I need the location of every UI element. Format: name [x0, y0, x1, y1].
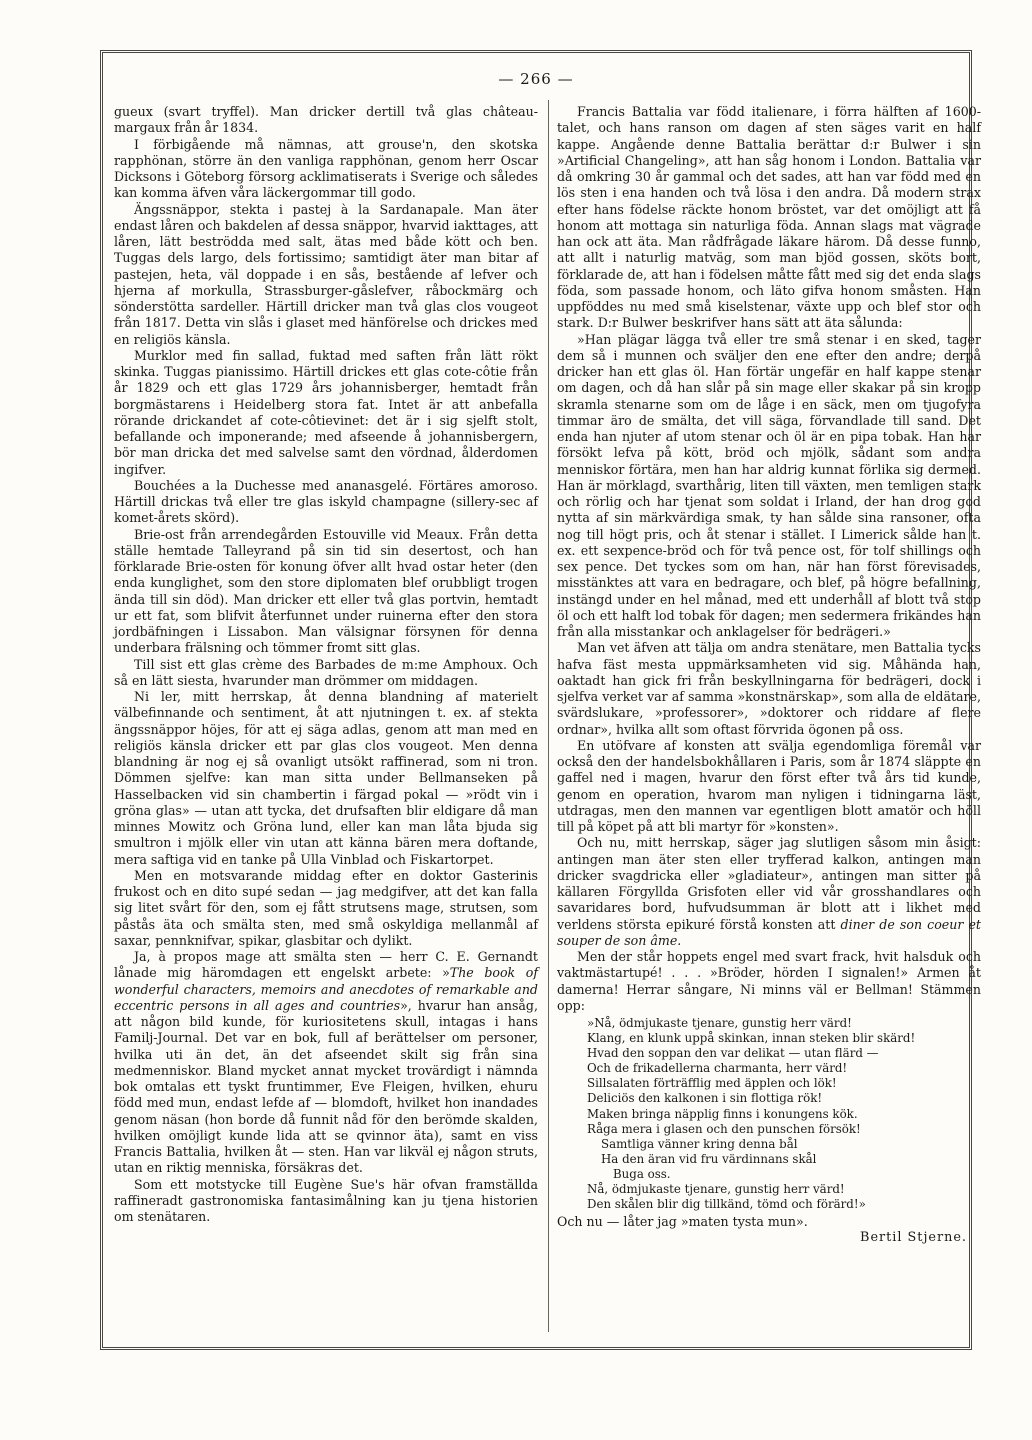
- poem-line: Råga mera i glasen och den punschen försök!: [587, 1121, 861, 1136]
- paragraph: Ni ler, mitt herrskap, åt denna blandning af materielt välbefinnande och sentiment, åt att njutningen t. ex. af stekta ängssnäppor höjes, för att ej säga adlas, genom att man med en religiös känsla dricker ett par glas clos vougeot. Men denna blandning är nog ej så ovanligt utsökt raffinerad, som ni tron. Dömmen sjelfve: kan man sitta under Bellmanseken på Hasselbacken vid sin chambertin i färgad pokal — »rödt vin i gröna glas» — utan att tycka, det drufsaften blir eldigare då man minnes Mowitz och Gröna lund, eller kan man låta bjuda sig smultron i mjölk eller vin utan att känna bären mera doftande, mera saftiga vid en tanke på Ulla Vinblad och Fiskartorpet.: [114, 689, 538, 867]
- poem-line: Maken bringa näpplig finns i konungens kök.: [587, 1106, 858, 1121]
- page-number: — 266 —: [498, 70, 574, 88]
- paragraph: Till sist ett glas crème des Barbades de m:me Amphoux. Och så en lätt siesta, hvarunder man drömmer om middagen.: [114, 656, 538, 688]
- poem-line: Buga oss.: [613, 1166, 671, 1181]
- paragraph: Brie-ost från arrendegården Estouville vid Meaux. Från detta ställe hemtade Talleyrand på sin tid sin desertost, och han förklarade Brie-osten för konung öfver allt hvad ostar heter (den enda kunglighet, som den store diplomaten blef orubbligt trogen ända till sin död). Man dricker ett eller två glas portvin, hemtadt ur ett fat, som blifvit återfunnet under ruinerna efter den stora jordbäfningen i Lissabon. Man välsignar försynen för denna underbara frälsning och tömmer fromt sitt glas.: [114, 526, 538, 656]
- paragraph: Murklor med fin sallad, fuktad med saften från lätt rökt skinka. Tuggas pianissimo. Härtill drickes ett glas cote-côtie från år 1829 och ett glas 1729 års johannisberger, hemtadt från borgmästarens i Heidelberg stora fat. Intet är att anbefalla rörande drickandet af cote-côtievinet: det är i sig sjelft stolt, befallande och imponerande; med afseende å johannisbergern, bör man dricka det med salvelse samt den vördnad, ålderdomen ingifver.: [114, 347, 538, 477]
- poem-line: Sillsalaten förträfflig med äpplen och lök!: [587, 1076, 837, 1091]
- paragraph: I förbigående må nämnas, att grouse'n, den skotska rapphönan, större än den vanliga rapphönan, genom herr Oscar Dicksons i Göteborg försorg acklimatiserats i Sverige och således kan komma äfven våra läckergommar till godo.: [114, 136, 538, 201]
- paragraph: Man vet äfven att tälja om andra stenätare, men Battalia tycks hafva fäst mesta uppmärksamheten vid sig. Måhända han, oaktadt han gick fri från beskyllningarna för bedrägeri, dock i sjelfva verket var af samma »konstnärskap», som alla de eldätare, svärdslukare, »professorer», »doktorer och riddare af flere ordnar», hvilka allt som oftast förvrida ögonen på oss.: [557, 640, 981, 737]
- closing-line: Och nu — låter jag »maten tysta mun».: [557, 1214, 808, 1230]
- left-column: [114, 104, 538, 1225]
- book-title: The book of wonderful characters, memoirs and anecdotes of remarkable and eccentric persons in all ages and countries: [114, 965, 538, 1013]
- paragraph: Som ett motstycke till Eugène Sue's här ofvan framställda raffineradt gastronomiska fantasimålning kan ju tjena historien om stenätaren.: [114, 1176, 538, 1224]
- poem-line: Hvad den soppan den var delikat — utan flärd —: [587, 1046, 879, 1061]
- poem-line: »Nå, ödmjukaste tjenare, gunstig herr värd!: [587, 1016, 852, 1030]
- paragraph: Ängssnäppor, stekta i pastej à la Sardanapale. Man äter endast låren och bakdelen af dessa snäppor, hvarvid iakttages, att låren, lätt beströdda med salt, ätas med både kött och ben. Tuggas dels largo, dels fortissimo; samtidigt äter man bitar af pastejen, heta, väl doppade i en sås, bestående af lefver och hjerna af morkulla, Strassburger-gåslefver, råbockmärg och sönderstötta sardeller. Härtill dricker man två glas clos vougeot från 1817. Detta vin slås i glaset med hänförelse och drickes med en religiös känsla.: [114, 201, 538, 347]
- column-divider: [548, 100, 549, 1332]
- paragraph: Men der står hoppets engel med svart frack, hvit halsduk och vaktmästartupé! . . . »Bröder, hörden I signalen!» Armen åt damerna! Herrar sångare, Ni minns väl er Bellman! Stämmen opp:: [557, 949, 981, 1013]
- paragraph-gernandt: Ja, à propos mage att smälta sten — herr C. E. Gernandt lånade mig häromdagen ett engelskt arbete: »The book of wonderful characters, memoirs and anecdotes of remarkable and eccentric persons in all ages and countries», hvarur han ansåg, att någon bild kunde, för kuriositetens skull, intagas i hans Familj-Journal. Det var en bok, full af berättelser om personer, hvilka uti än det, än det afseendet skilt sig från sina medmenniskor. Bland mycket annat mycket trovärdigt i nämnda bok omtalas ett tyskt fruntimmer, Eve Fleigen, hvilken, ehuru född med mun, endast lefde af — blomdoft, hvilket hon inandades genom näsan (hon borde då funnit nåd för den berömde skalden, hvilken omöjligt kunde lida att se qvinnor äta), samt en viss Francis Battalia, hvilken åt — sten. Han var likväl ej någon struts, utan en riktig menniska, försäkras det.: [114, 949, 538, 1176]
- paragraph: En utöfvare af konsten att svälja egendomliga föremål var också den der handelsbokhållaren i Paris, som år 1874 släppte en gaffel ned i magen, hvarur den först efter två års tid kunde, genom en operation, hvarom man nyligen i tidningarna läst, utdragas, men den mannen var egentligen blott amatör och höll till på köpet på att bli martyr för »konsten».: [557, 737, 981, 834]
- paragraph: Bouchées a la Duchesse med ananasgelé. Förtäres amoroso. Härtill drickas två eller tre glas iskyld champagne (sillery-sec af komet-årets skörd).: [114, 477, 538, 526]
- paragraph: Men en motsvarande middag efter en doktor Gasterinis frukost och en dito supé sedan — jag medgifver, att det kan falla sig litet svårt för den, som ej fått strutsens mage, strutsen, som påstås äta och smälta sten, med små oskyldiga mellanmål af saxar, pennknifvar, spikar, glasbitar och dylikt.: [114, 867, 538, 948]
- paragraph-diner: Och nu, mitt herrskap, säger jag slutligen såsom min åsigt: antingen man äter sten eller tryfferad kalkon, antingen man dricker svagdricka eller »gladiateur», antingen man sitter på källaren Förgyllda Grisfoten eller vid vår grosshandlares och savaridares bord, hufvudsumman är blott att i likhet med verldens största epikuré förstå konsten att diner de son coeur et souper de son âme.: [557, 835, 981, 948]
- poem-line: Deliciös den kalkonen i sin flottiga rök!: [587, 1091, 823, 1106]
- signature: Bertil Stjerne.: [860, 1230, 967, 1246]
- bellman-poem: [587, 1016, 981, 1212]
- poem-line: Och de frikadellerna charmanta, herr värd!: [587, 1061, 848, 1076]
- paragraph: Francis Battalia var född italienare, i förra hälften af 1600-talet, och hans ranson om dagen af sten säges varit en half kappe. Angående denne Battalia berättar d:r Bulwer i sin »Artificial Changeling», att han såg honom i London. Battalia var då omkring 30 år gammal och det sades, att han var född med en lös sten i ena handen och två lösa i den andra. Då modern strax efter hans födelse räckte honom bröstet, var det omöjligt att få honom att mottaga sin naturliga föda. Annan slags mat vägrade han ock att äta. Man rådfrågade läkare härom. Då desse funno, att allt i naturlig matväg, som man bjöd gossen, sköts bort, förklarade de, att han i födelsen måtte fått med sig det enda slags föda, som passade honom, och läto gifva honom småsten. Han uppföddes nu med små kiselstenar, växte upp och blef stor och stark. D:r Bulwer beskrifver hans sätt att äta sålunda:: [557, 104, 981, 331]
- french-phrase: diner de son coeur et souper de son âme.: [557, 916, 981, 948]
- poem-line: Den skålen blir dig tillkänd, tömd och förärd!»: [587, 1197, 866, 1212]
- quotation: »Han plägar lägga två eller tre små stenar i en sked, tager dem så i munnen och sväljer den ene efter den andre; derpå dricker han ett glas öl. Han förtär ungefär en half kappe stenar om dagen, och då han slår på sin mage eller skakar på sin kropp skramla stenarne som om de låge i en säck, men om tjugofyra timmar äro de smälta, det vill säga, förvandlade till sand. Det enda han njuter af utom stenar och öl är en pipa tobak. Han har försökt lefva på kött, bröd och mjölk, sådant som andra menniskor förtära, men han har aldrig kunnat förlika sig dermed. Han är mörklagd, svarthårig, liten till växten, men temligen stark och rörlig och har tjenat som soldat i Irland, der han drog god nytta af sin märkvärdiga smak, ty han sålde sina ransoner, ofta nog till högt pris, och åt stenar i stället. I Limerick sålde han t. ex. ett sexpence-bröd och för två pence ost, för tolf shillings och sex pence. Det tyckes som om han, när han först förevisades, misstänktes att vara en bedragare, och blef, på högre befallning, instängd under en hel månad, med ett underhåll af blott två stop öl och ett halft lod tobak för dagen; men sedermera frikändes han från alla misstankar och anklagelser för bedrägeri.»: [557, 331, 981, 639]
- poem-line: Samtliga vänner kring denna bål: [601, 1136, 798, 1151]
- poem-line: Klang, en klunk uppå skinkan, innan steken blir skärd!: [587, 1031, 916, 1046]
- poem-line: Nå, ödmjukaste tjenare, gunstig herr värd!: [587, 1182, 845, 1197]
- poem-line: Ha den äran vid fru värdinnans skål: [601, 1151, 817, 1166]
- right-column: [557, 104, 981, 1247]
- paragraph: gueux (svart tryffel). Man dricker dertill två glas château-margaux från år 1834.: [114, 104, 538, 136]
